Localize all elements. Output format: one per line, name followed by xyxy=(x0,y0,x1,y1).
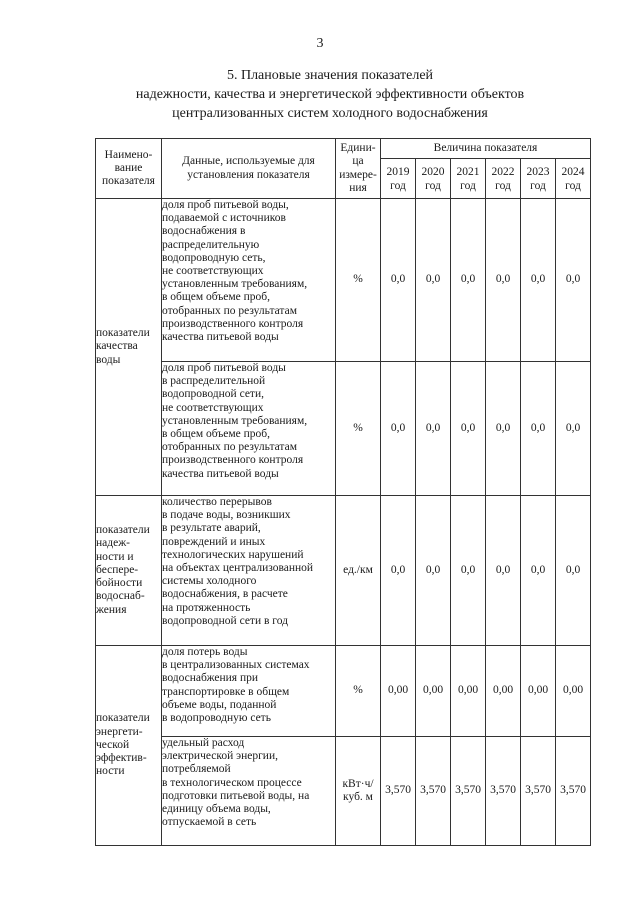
value-cell: 0,0 xyxy=(521,199,556,362)
value-cell: 3,570 xyxy=(451,737,486,846)
indicators-table xyxy=(95,138,591,846)
value-cell: 0,00 xyxy=(486,646,521,737)
value-cell: 0,0 xyxy=(521,362,556,496)
title-line-3: централизованных систем холодного водоснабжения xyxy=(172,106,488,121)
row-unit: % xyxy=(336,646,381,737)
header-indicator-name: Наимено- вание показателя xyxy=(96,139,162,199)
value-cell: 0,00 xyxy=(521,646,556,737)
row-unit: % xyxy=(336,362,381,496)
value-cell: 0,0 xyxy=(556,362,591,496)
row-unit: % xyxy=(336,199,381,362)
value-cell: 0,0 xyxy=(486,199,521,362)
value-cell: 0,0 xyxy=(416,362,451,496)
row-unit: ед./км xyxy=(336,496,381,646)
value-cell: 0,0 xyxy=(451,362,486,496)
group-energy-efficiency: показатели энергети- ческой эффектив- ности xyxy=(96,646,162,846)
title-line-2: надежности, качества и энергетической эффективности объектов xyxy=(135,87,525,102)
group-water-quality: показатели качества воды xyxy=(96,199,162,496)
header-data-used: Данные, используемые для установления показателя xyxy=(162,139,336,199)
value-cell: 3,570 xyxy=(521,737,556,846)
table-row xyxy=(96,737,591,846)
value-cell: 0,0 xyxy=(381,496,416,646)
document-title xyxy=(60,66,600,123)
row-description: количество перерывов в подаче воды, возникших в результате аварий, повреждений и иных технологических нарушений на объектах централизованной системы холодного водоснабжения, в расчете на протяженность водопроводной сети в год xyxy=(162,496,336,646)
row-description: доля потерь воды в централизованных системах водоснабжения при транспортировке в общем объеме воды, поданной в водопроводную сеть xyxy=(162,646,336,737)
value-cell: 3,570 xyxy=(381,737,416,846)
row-description: доля проб питьевой воды в распределительной водопроводной сети, не соответствующих установленным требованиям, в общем объеме проб, отобранных по результатам производственного контроля качества питьевой воды xyxy=(162,362,336,496)
row-description: удельный расход электрической энергии, потребляемой в технологическом процессе подготовки питьевой воды, на единицу объема воды, отпускаемой в сеть xyxy=(162,737,336,846)
table-row xyxy=(96,496,591,646)
table-row xyxy=(96,362,591,496)
value-cell: 3,570 xyxy=(416,737,451,846)
header-year: 2020 год xyxy=(416,159,451,199)
header-year: 2022 год xyxy=(486,159,521,199)
value-cell: 0,0 xyxy=(486,496,521,646)
value-cell: 0,00 xyxy=(416,646,451,737)
header-year: 2021 год xyxy=(451,159,486,199)
row-unit: кВт·ч/ куб. м xyxy=(336,737,381,846)
value-cell: 3,570 xyxy=(556,737,591,846)
value-cell: 0,0 xyxy=(451,199,486,362)
value-cell: 0,00 xyxy=(556,646,591,737)
table-row xyxy=(96,199,591,362)
value-cell: 0,0 xyxy=(451,496,486,646)
value-cell: 0,0 xyxy=(381,199,416,362)
header-year: 2024 год xyxy=(556,159,591,199)
value-cell: 0,0 xyxy=(381,362,416,496)
value-cell: 0,0 xyxy=(486,362,521,496)
header-indicator-values: Величина показателя xyxy=(381,139,591,159)
header-year: 2019 год xyxy=(381,159,416,199)
value-cell: 0,0 xyxy=(416,199,451,362)
value-cell: 0,0 xyxy=(521,496,556,646)
page-number: 3 xyxy=(316,36,324,51)
value-cell: 0,0 xyxy=(416,496,451,646)
header-unit: Едини- ца измере- ния xyxy=(336,139,381,199)
value-cell: 0,0 xyxy=(556,496,591,646)
value-cell: 0,0 xyxy=(556,199,591,362)
value-cell: 0,00 xyxy=(381,646,416,737)
value-cell: 3,570 xyxy=(486,737,521,846)
row-description: доля проб питьевой воды, подаваемой с источников водоснабжения в распределительную водопроводную сеть, не соответствующих установленным требованиям, в общем объеме проб, отобранных по результатам производственного контроля качества питьевой воды xyxy=(162,199,336,362)
title-line-1: 5. Плановые значения показателей xyxy=(226,68,434,83)
table-row xyxy=(96,646,591,737)
group-reliability: показатели надеж- ности и беспере- бойности водоснаб- жения xyxy=(96,496,162,646)
header-year: 2023 год xyxy=(521,159,556,199)
value-cell: 0,00 xyxy=(451,646,486,737)
